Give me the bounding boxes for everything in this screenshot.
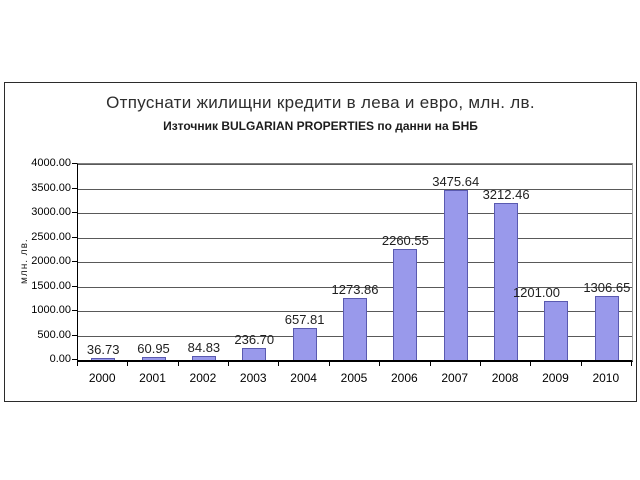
value-label-2008: 3212.46	[482, 186, 530, 202]
xtick-mark-3	[228, 361, 229, 366]
plot-area	[77, 163, 633, 362]
bar-2000	[91, 358, 115, 360]
value-label-2006: 2260.55	[381, 233, 429, 249]
bar-2008	[494, 203, 518, 360]
bar-2010	[595, 296, 619, 360]
ytick-label-1500: 1500.00	[31, 279, 71, 292]
ytick-mark-2000	[72, 261, 77, 262]
xcat-label-2000: 2000	[88, 371, 116, 385]
ytick-label-3500: 3500.00	[31, 181, 71, 194]
chart-subtitle: Източник BULGARIAN PROPERTIES по данни на БНБ	[163, 119, 478, 133]
xtick-mark-9	[530, 361, 531, 366]
bar-2007	[444, 190, 468, 360]
ytick-mark-1000	[72, 310, 77, 311]
ytick-label-3000: 3000.00	[31, 206, 71, 218]
xcat-label-2009: 2009	[542, 371, 569, 385]
xtick-mark-2	[178, 361, 179, 366]
bar-2003	[242, 348, 266, 360]
value-label-2007: 3475.64	[432, 173, 480, 189]
ytick-label-2000: 2000.00	[31, 255, 71, 267]
xtick-mark-5	[329, 361, 330, 366]
gridline-3000	[78, 213, 632, 214]
chart-frame	[4, 82, 637, 402]
xcat-label-2007: 2007	[441, 371, 469, 385]
xtick-mark-11	[631, 361, 632, 366]
ytick-label-4000: 4000.00	[31, 157, 71, 169]
ytick-mark-3000	[72, 212, 77, 213]
bar-2002	[192, 356, 216, 360]
ytick-mark-1500	[72, 286, 77, 287]
xtick-mark-4	[278, 361, 279, 366]
xcat-label-2006: 2006	[391, 371, 418, 385]
xcat-label-2008: 2008	[491, 371, 519, 385]
value-label-2009: 1201.00	[512, 285, 560, 301]
xtick-mark-10	[581, 361, 582, 366]
xtick-mark-6	[379, 361, 380, 366]
bar-2006	[393, 249, 417, 360]
xtick-mark-1	[127, 361, 128, 366]
xcat-label-2004: 2004	[290, 371, 317, 385]
value-label-2004: 657.81	[284, 311, 325, 327]
xcat-label-2003: 2003	[239, 371, 267, 385]
bar-2001	[142, 357, 166, 360]
value-label-2002: 84.83	[187, 339, 221, 355]
xtick-mark-7	[430, 361, 431, 366]
bar-2004	[293, 328, 317, 360]
value-label-2003: 236.70	[234, 332, 275, 348]
gridline-2000	[78, 262, 632, 263]
ytick-label-2500: 2500.00	[31, 230, 71, 243]
value-label-2010: 1306.65	[583, 279, 631, 295]
bar-2005	[343, 298, 367, 360]
ytick-label-500: 500.00	[37, 328, 71, 341]
chart-title: Отпуснати жилищни кредити в лева и евро, млн. лв.	[106, 93, 535, 112]
ytick-label-1000: 1000.00	[31, 304, 71, 316]
ytick-label-0: 0.00	[49, 353, 71, 365]
value-label-2005: 1273.86	[331, 281, 379, 297]
ytick-mark-4000	[72, 163, 77, 164]
xcat-label-2010: 2010	[592, 371, 620, 385]
value-label-2000: 36.73	[86, 342, 120, 358]
bar-2009	[544, 301, 568, 360]
ytick-mark-0	[72, 359, 77, 360]
gridline-4000	[78, 164, 632, 165]
xtick-mark-0	[77, 361, 78, 366]
xtick-mark-8	[480, 361, 481, 366]
xcat-label-2005: 2005	[340, 371, 368, 385]
gridline-2500	[78, 238, 632, 239]
value-label-2001: 60.95	[137, 341, 170, 356]
xcat-label-2002: 2002	[189, 371, 217, 385]
y-axis-title: млн. лв.	[19, 238, 30, 284]
ytick-mark-3500	[72, 188, 77, 189]
xcat-label-2001: 2001	[139, 371, 166, 385]
ytick-mark-500	[72, 335, 77, 336]
ytick-mark-2500	[72, 237, 77, 238]
gridline-3500	[78, 189, 632, 190]
